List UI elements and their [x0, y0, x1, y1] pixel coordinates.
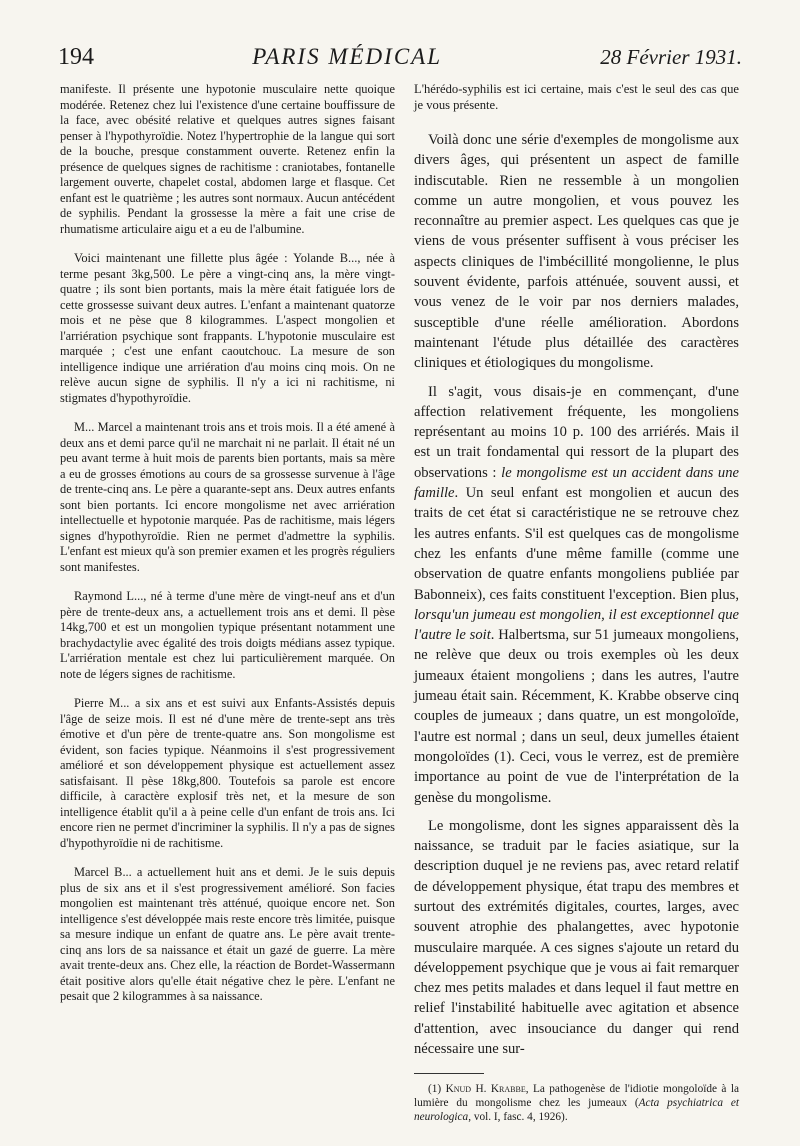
- right-column: [414, 82, 739, 1124]
- footnote-journal: Acta psychiatrica et neurologica: [414, 1097, 739, 1124]
- footnote-author: Knud H. Krabbe: [445, 1083, 526, 1096]
- text-run: Il s'agit, vous disais-je en commençant, d'une affection relativement fréquente, les mongoliens représentant au moins 10 p. 100 des arriérés. Mais il est un trait fondamental qui ressort de la plupart des observations :: [414, 383, 739, 481]
- text-run: , La pathogenèse de l'idiotie mongoloïde à la lumière du mongolisme chez les jumeaux (: [414, 1083, 740, 1110]
- journal-title: PARIS MÉDICAL: [252, 44, 443, 69]
- case-paragraph: Voici maintenant une fillette plus âgée : Yolande B..., née à terme pesant 3kg,500. Le père a vingt-cinq ans, la mère vingt-quatre ; ils sont bien portants, mais la mère était fatiguée lors de cette grossesse suivant deux autres. L'enfant a maintenant quatorze mois et ne pèse que 8 kilogrammes. L'aspect mongolien et l'arriération psychique sont frappants. L'hypotonie musculaire est marquée ; c'est une enfant caoutchouc. La mesure de son intelligence indique une arriération d'au moins cinq mois. On ne relève aucun signe de syphilis. Il n'y a ici ni rachitisme, ni stigmates d'hypothyroïdie.: [60, 251, 395, 405]
- body-paragraph: [414, 382, 739, 808]
- body-paragraph: Le mongolisme, dont les signes apparaissent dès la naissance, se traduit par le facies asiatique, sur la description duquel je ne reviens pas, avec retard relatif de développement physique, état trapu des membres et surtout des extrémités digitales, courtes, larges, avec souvent atrophie des phalangettes, avec hypotonie musculaire marquée. A ces signes s'ajoute un retard du développement psychique que je vous ai fait remarquer chez mes petits malades et dans lequel il faut mettre en relief l'instabilité habituelle avec agitation et absence d'attention, avec insouciance du danger qui rend nécessaire une sur-: [414, 817, 739, 1058]
- emphasis-text: lorsqu'un jumeau est mongolien, il est exceptionnel que l'autre le soit: [414, 606, 739, 644]
- page-number: 194: [58, 44, 94, 70]
- footnote: [414, 1082, 739, 1124]
- body-paragraph: Voilà donc une série d'exemples de mongolisme aux divers âges, qui présentent un aspect de famille indiscutable. Rien ne ressemble à un mongolien comme un autre mongolien, et vous pouvez les reconnaître au premier aspect. Les quelques cas que je viens de vous présenter suffisent à vous préciser les aspects cliniques de l'imbécillité mongolienne, le plus souvent évidente, parfois atténuée, souvent aussi, et vous venez de le voir par nos derniers malades, susceptible d'une réelle amélioration. Abordons maintenant l'étude plus détaillée des caractères cliniques et étiologiques du mongolisme.: [414, 132, 739, 372]
- intro-paragraph: L'hérédo-syphilis est ici certaine, mais c'est le seul des cas que je vous présente.: [414, 82, 739, 112]
- text-run: , vol. I, fasc. 4, 1926).: [468, 1111, 568, 1124]
- text-run: . Halbertsma, sur 51 jumeaux mongoliens, ne relève que deux ou trois exemples où les deux jumeaux étaient mongoliens ; dans les autres, l'autre jumeau était sain. Récemment, K. Krabbe observe cinq couples de jumeaux ; dans quatre, un est mongoloïde, l'autre est normal ; dans un seul, deux jumelles étaient mongoloïdes (1). Ceci, vous le verrez, est de première importance au point de vue de l'interprétation de la genèse du mongolisme.: [414, 627, 739, 806]
- case-paragraph: manifeste. Il présente une hypotonie musculaire nette quoique modérée. Retenez chez lui l'existence d'une certaine bouffissure de la face, avec obésité relative et quelques autres signes faisant penser à l'hypothyroïdie. Notez l'hypertrophie de la langue qui sort de la bouche, presque constamment ouverte. Retenez enfin la présence de quelques signes de rachitisme : craniotabes, fontanelle largement ouverte, chapelet costal, abdomen large et flasque. Cet enfant est le quatrième ; les autres sont normaux. Aucun antécédent de syphilis. Pendant la grossesse la mère a fait une crise de rhumatisme articulaire aigu et a eu de l'albumine.: [60, 82, 395, 236]
- case-paragraph: Marcel B... a actuellement huit ans et demi. Je le suis depuis plus de six ans et il s'est progressivement amélioré. Son facies mongolien est maintenant très atténué, quoique encore net. Son intelligence s'est développée mais reste encore très limitée, puisque sa mesure indique un enfant de quatre ans. Le père avait trente-cinq ans lors de sa naissance et était un gazé de guerre. La mère avait trente-deux ans. Chez elle, la réaction de Bordet-Wassermann était positive alors qu'elle était négative chez le père. L'enfant ne pesait que 2 kilogrammes à sa naissance.: [60, 865, 395, 1003]
- running-header: [58, 44, 742, 74]
- left-column: [60, 82, 395, 1005]
- emphasis-text: le mongolisme est un accident dans une famille: [414, 464, 739, 502]
- case-paragraph: Raymond L..., né à terme d'une mère de vingt-neuf ans et d'un père de trente-deux ans, a actuellement trois ans et demi. Il pèse 14kg,700 et est un mongolien typique présentant notamment une brachydactylie avec égalité des trois doigts médians assez typique. L'arriération mentale est chez lui particulièrement marquée. On note de légers signes de rachitisme.: [60, 589, 395, 681]
- case-paragraph: Pierre M... a six ans et est suivi aux Enfants-Assistés depuis l'âge de seize mois. Il est né d'une mère de trente-sept ans très émotive et d'un père de trente-quatre ans. Son mongolisme est évident, son facies typique. Néanmoins il s'est progressivement amélioré et son développement physique est actuellement assez satisfaisant. Il pèse 18kg,800. Toutefois sa parole est encore difficile, à caractère explosif très net, et la mesure de son intelligence établit qu'il a à peine celle d'un enfant de trois ans. Ici encore rien ne permet d'incriminer la syphilis. Il n'y a pas de signes d'hypothyroïdie ni de rachitisme.: [60, 696, 395, 850]
- issue-date: 28 Février 1931.: [600, 45, 742, 69]
- case-paragraph: M... Marcel a maintenant trois ans et trois mois. Il a été amené à deux ans et demi parce qu'il ne marchait ni ne parlait. Il était né un peu avant terme à huit mois de parents bien portants, mais sa mère a eu de grosses émotions au cours de sa grossesse survenue à l'âge de trente-cinq ans. Le père a quarante-sept ans. Deux autres enfants sont bien portants. Ici encore mongolisme net avec arriération intellectuelle et hypotonie marquée. Pas de rachitisme, mais légers signes d'hypothyroïdie. Rien ne permet d'admettre la syphilis. L'enfant est mieux qu'à son premier examen et les progrès réguliers sont manifestes.: [60, 420, 395, 574]
- footnote-divider: [414, 1073, 484, 1074]
- text-run: . Un seul enfant est mongolien et aucun des traits de cet état si caractéristique ne se retrouve chez les autres enfants. S'il est quelques cas de mongolisme chez les enfants d'une même famille (comme une observation de quatre enfants mongoliens publiée par Babonneix), ces faits constituent l'exception. Bien plus,: [414, 485, 739, 603]
- footnote-marker: (1): [428, 1083, 446, 1096]
